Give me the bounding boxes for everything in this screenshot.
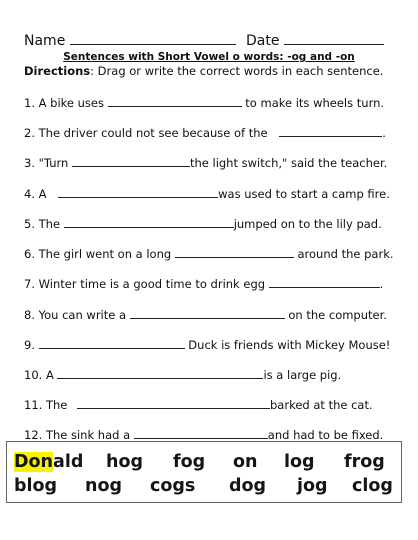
word-tile[interactable]: hog xyxy=(106,452,144,472)
directions-label: Directions xyxy=(24,64,91,78)
sentence-12: 12. The sink had a and had to be fixed. xyxy=(24,428,384,442)
word-tile[interactable]: blog xyxy=(14,476,58,496)
answer-blank[interactable] xyxy=(72,154,190,167)
directions xyxy=(24,64,383,78)
answer-blank[interactable] xyxy=(77,396,270,409)
date-blank[interactable] xyxy=(284,32,384,45)
name-field[interactable] xyxy=(24,32,236,49)
answer-blank[interactable] xyxy=(134,426,268,439)
word-highlight: Don xyxy=(14,452,54,472)
sentence-10: 10. A is a large pig. xyxy=(24,368,342,382)
date-label: Date xyxy=(246,33,280,49)
word-tile-donald[interactable]: Donald xyxy=(14,452,84,472)
page-title: Sentences with Short Vowel o words: -og and -on xyxy=(63,51,355,63)
sentence-4: 4. A was used to start a camp fire. xyxy=(24,187,390,201)
name-label: Name xyxy=(24,33,66,49)
answer-blank[interactable] xyxy=(39,336,185,349)
directions-text: : Drag or write the correct words in each sentence. xyxy=(90,64,384,78)
answer-blank[interactable] xyxy=(57,366,263,379)
answer-blank[interactable] xyxy=(108,94,242,107)
answer-blank[interactable] xyxy=(58,185,218,198)
sentence-6: 6. The girl went on a long around the park. xyxy=(24,247,394,261)
word-tile[interactable]: frog xyxy=(344,452,385,472)
sentence-5: 5. The jumped on to the lily pad. xyxy=(24,217,382,231)
sentence-11: 11. The barked at the cat. xyxy=(24,398,373,412)
sentence-8: 8. You can write a on the computer. xyxy=(24,308,387,322)
word-tile[interactable]: cogs xyxy=(150,476,196,496)
sentence-2: 2. The driver could not see because of the . xyxy=(24,126,386,140)
answer-blank[interactable] xyxy=(64,215,234,228)
word-bank xyxy=(6,441,402,503)
word-tile[interactable]: log xyxy=(284,452,315,472)
answer-blank[interactable] xyxy=(175,245,294,258)
date-field[interactable] xyxy=(246,32,384,49)
word-tile[interactable]: fog xyxy=(173,452,206,472)
sentence-1: 1. A bike uses to make its wheels turn. xyxy=(24,96,385,110)
word-tile[interactable]: on xyxy=(233,452,258,472)
answer-blank[interactable] xyxy=(279,124,382,137)
answer-blank[interactable] xyxy=(269,275,380,288)
word-tile[interactable]: clog xyxy=(352,476,393,496)
sentence-3: 3. "Turn the light switch," said the teacher. xyxy=(24,156,388,170)
word-tile[interactable]: nog xyxy=(85,476,123,496)
answer-blank[interactable] xyxy=(130,306,285,319)
sentence-9: 9. Duck is friends with Mickey Mouse! xyxy=(24,338,391,352)
word-bank-row-2 xyxy=(7,476,401,502)
name-blank[interactable] xyxy=(70,32,236,45)
word-bank-row-1 xyxy=(7,452,401,478)
word-tile[interactable]: jog xyxy=(297,476,328,496)
word-tile[interactable]: dog xyxy=(229,476,267,496)
sentence-7: 7. Winter time is a good time to drink egg . xyxy=(24,277,384,291)
